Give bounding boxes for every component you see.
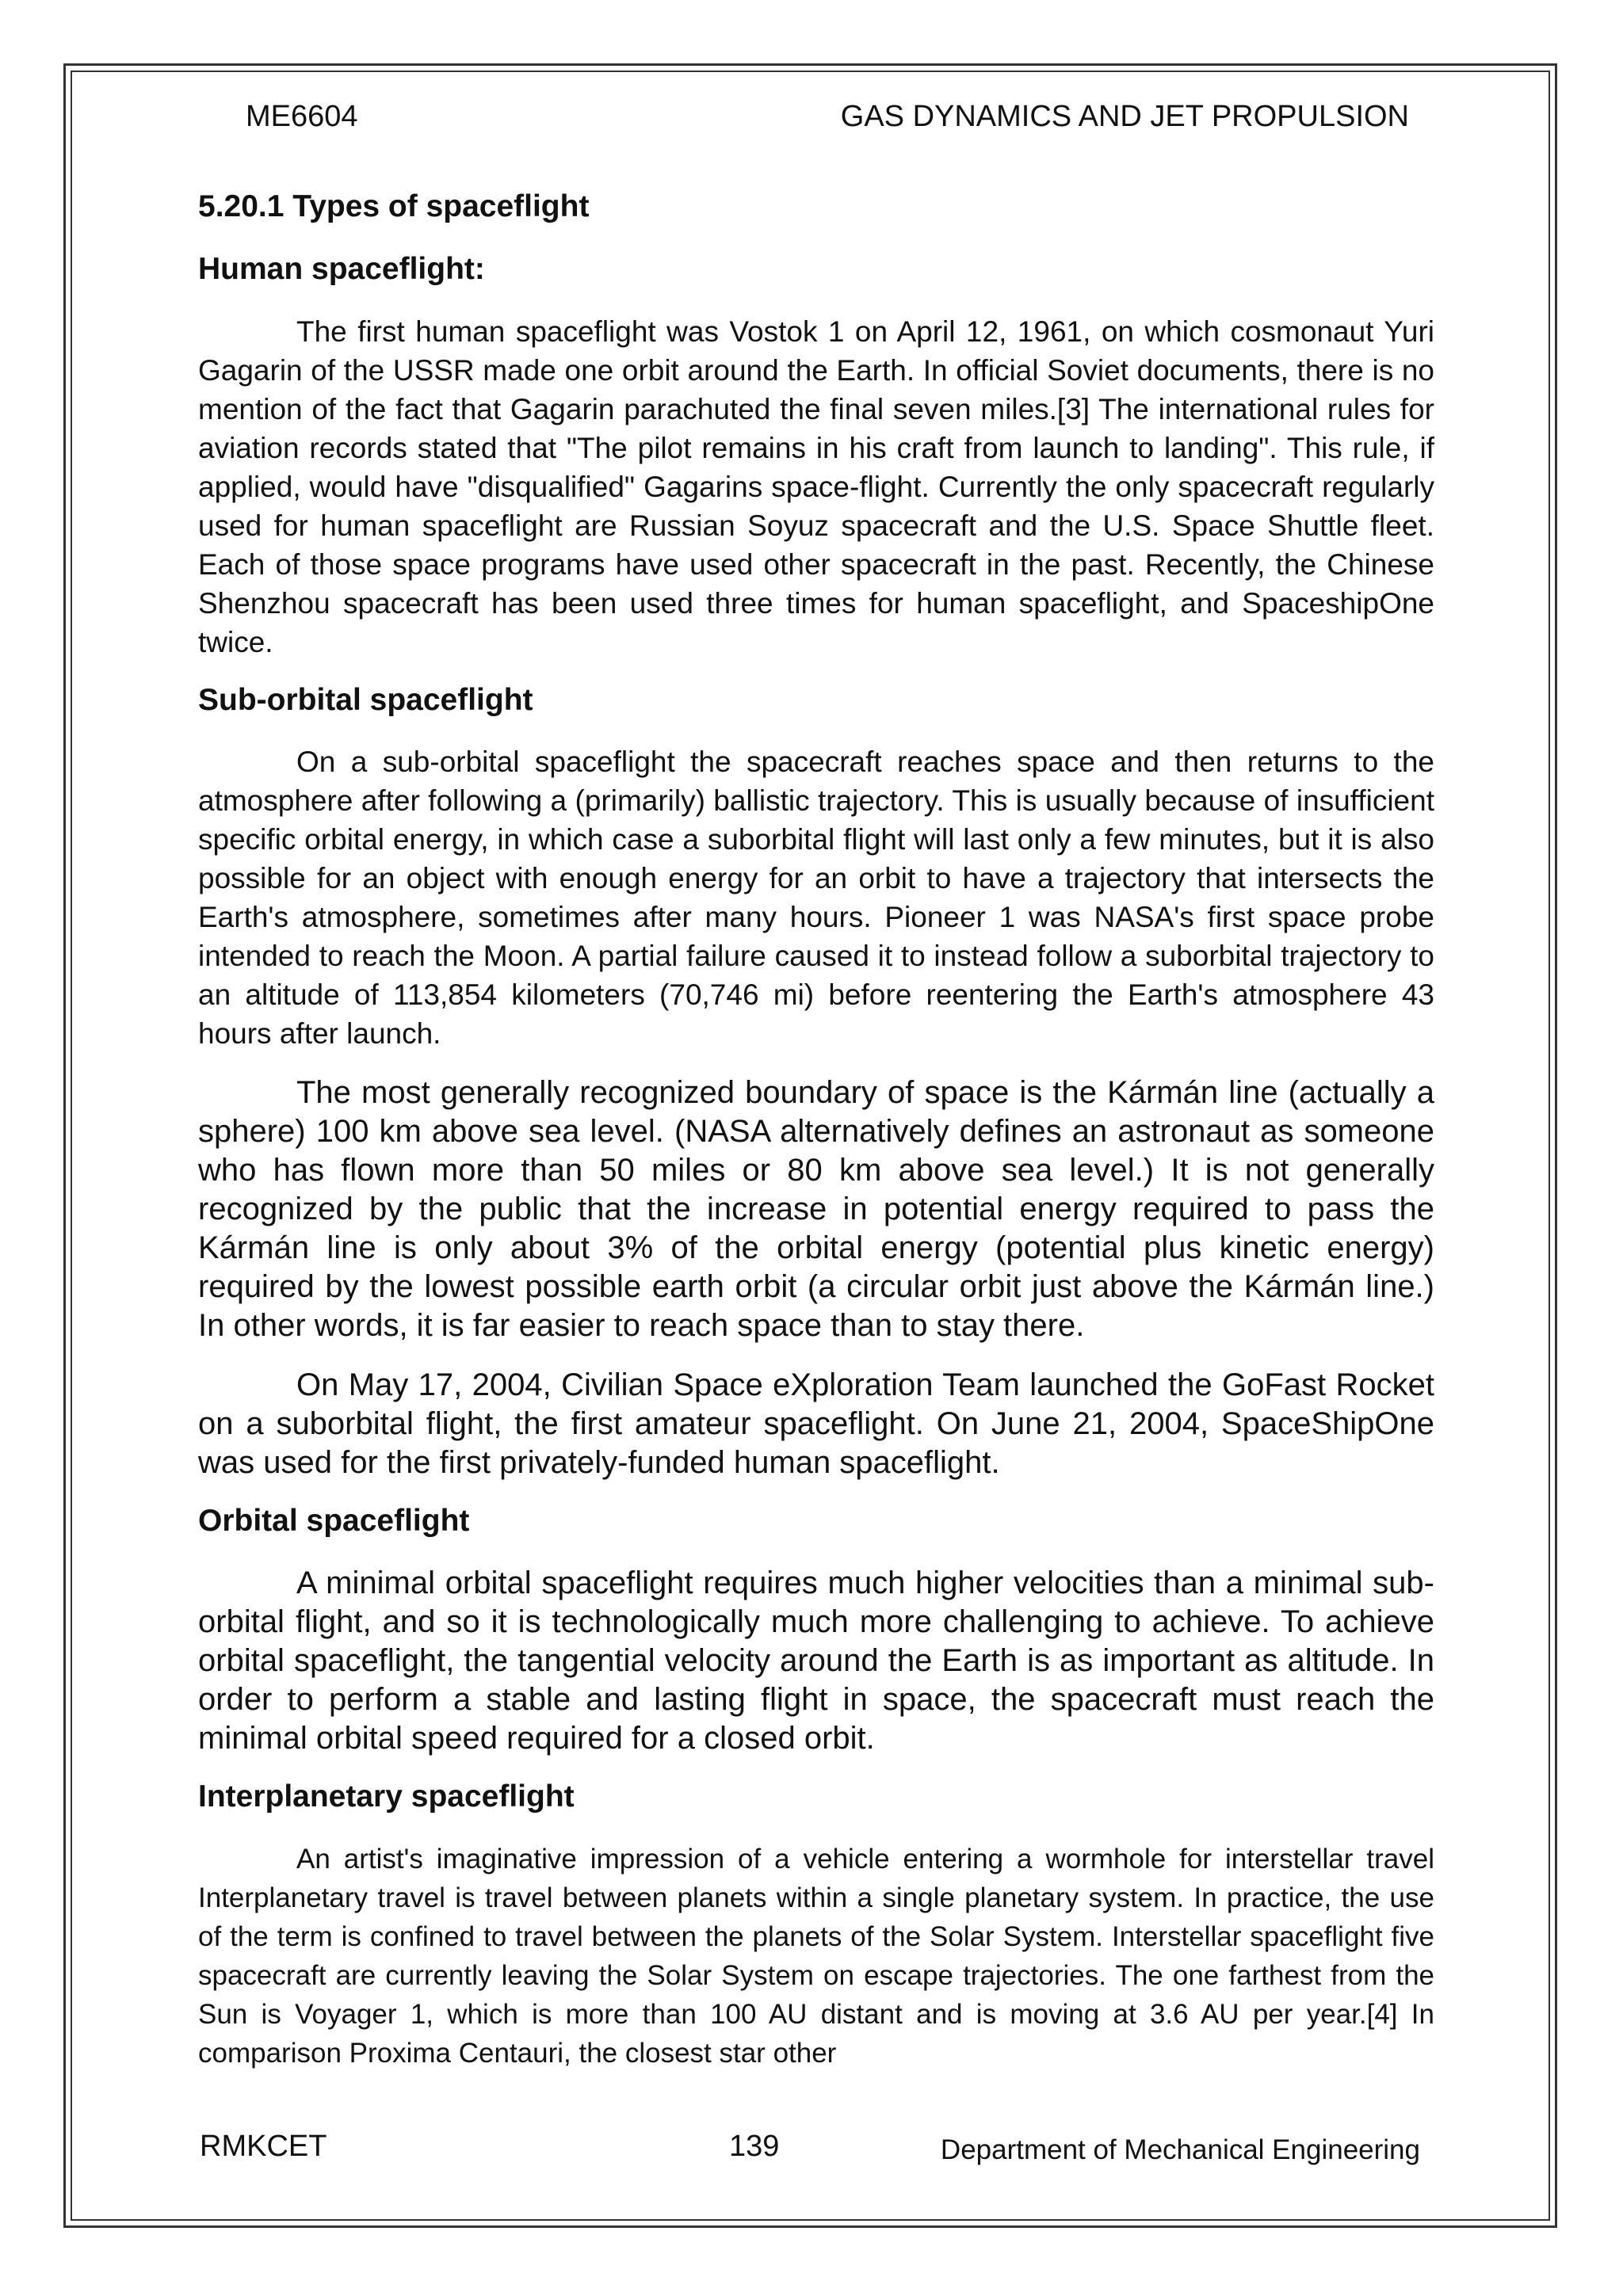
paragraph-human-1: The first human spaceflight was Vostok 1 on April 12, 1961, on which cosmonaut Yuri Gagarin of the USSR made one orbit around the Earth. In official Soviet documents, there is no mention of the fact that Gagarin parachuted the final seven miles.[3] The international rules for aviation records stated that "The pilot remains in his craft from launch to landing". This rule, if applied, would have "disqualified" Gagarins space-flight. Currently the only spacecraft regularly used for human spaceflight are Russian Soyuz spacecraft and the U.S. Space Shuttle fleet. Each of those space programs have used other spacecraft in the past. Recently, the Chinese Shenzhou spacecraft has been used three times for human spaceflight, and SpaceshipOne twice. — [198, 315, 1434, 658]
paragraph-suborbital-2: The most generally recognized boundary of space is the Kármán line (actually a sphere) 100 km above sea level. (NASA alternatively defines an astronaut as someone who has flown more than 50 miles or 80 km above sea level.) It is not generally recognized by the public that the increase in potential energy required to pass the Kármán line is only about 3% of the orbital energy (potential plus kinetic energy) required by the lowest possible earth orbit (a circular orbit just above the Kármán line.) In other words, it is far easier to reach space than to stay there. — [198, 1075, 1434, 1344]
paragraph-suborbital-1: On a sub-orbital spaceflight the spacecraft reaches space and then returns to the atmosphere after following a (primarily) ballistic trajectory. This is usually because of insufficient specific orbital energy, in which case a suborbital flight will last only a few minutes, but it is also possible for an object with enough energy for an orbit to have a trajectory that intersects the Earth's atmosphere, sometimes after many hours. Pioneer 1 was NASA's first space probe intended to reach the Moon. A partial failure caused it to instead follow a suborbital trajectory to an altitude of 113,854 kilometers (70,746 mi) before reentering the Earth's atmosphere 43 hours after launch. — [198, 746, 1434, 1051]
subsection-title-suborbital: Sub-orbital spaceflight — [198, 682, 533, 717]
course-title: GAS DYNAMICS AND JET PROPULSION — [840, 99, 1409, 133]
paragraph-interplanetary-1: An artist's imaginative impression of a vehicle entering a wormhole for interstellar travel Interplanetary travel is travel between planets within a single planetary system. In practice, the use of the term is confined to travel between the planets of the Solar System. Interstellar spaceflight five spacecraft are currently leaving the Solar System on escape trajectories. The one farthest from the Sun is Voyager 1, which is more than 100 AU distant and is moving at 3.6 AU per year.[4] In comparison Proxima Centauri, the closest star other — [198, 1843, 1434, 2069]
paragraph-suborbital-3: On May 17, 2004, Civilian Space eXploration Team launched the GoFast Rocket on a suborbital flight, the first amateur spaceflight. On June 21, 2004, SpaceShipOne was used for the first privately-funded human spaceflight. — [198, 1367, 1434, 1481]
subsection-title-orbital: Orbital spaceflight — [198, 1504, 470, 1539]
section-title: 5.20.1 Types of spaceflight — [198, 189, 590, 223]
subsection-title-interplanetary: Interplanetary spaceflight — [198, 1779, 575, 1814]
page-footer — [200, 2130, 1420, 2169]
page-content — [198, 189, 1434, 2093]
subsection-title-human: Human spaceflight: — [198, 251, 485, 286]
footer-institution: RMKCET — [200, 2130, 327, 2163]
footer-department: Department of Mechanical Engineering — [940, 2134, 1420, 2165]
page-number: 139 — [729, 2130, 780, 2163]
course-code: ME6604 — [246, 99, 358, 133]
page-header — [246, 97, 1409, 136]
paragraph-orbital-1: A minimal orbital spaceflight requires much higher velocities than a minimal sub-orbital flight, and so it is technologically much more challenging to achieve. To achieve orbital spaceflight, the tangential velocity around the Earth is as important as altitude. In order to perform a stable and lasting flight in space, the spacecraft must reach the minimal orbital speed required for a closed orbit. — [198, 1566, 1434, 1756]
